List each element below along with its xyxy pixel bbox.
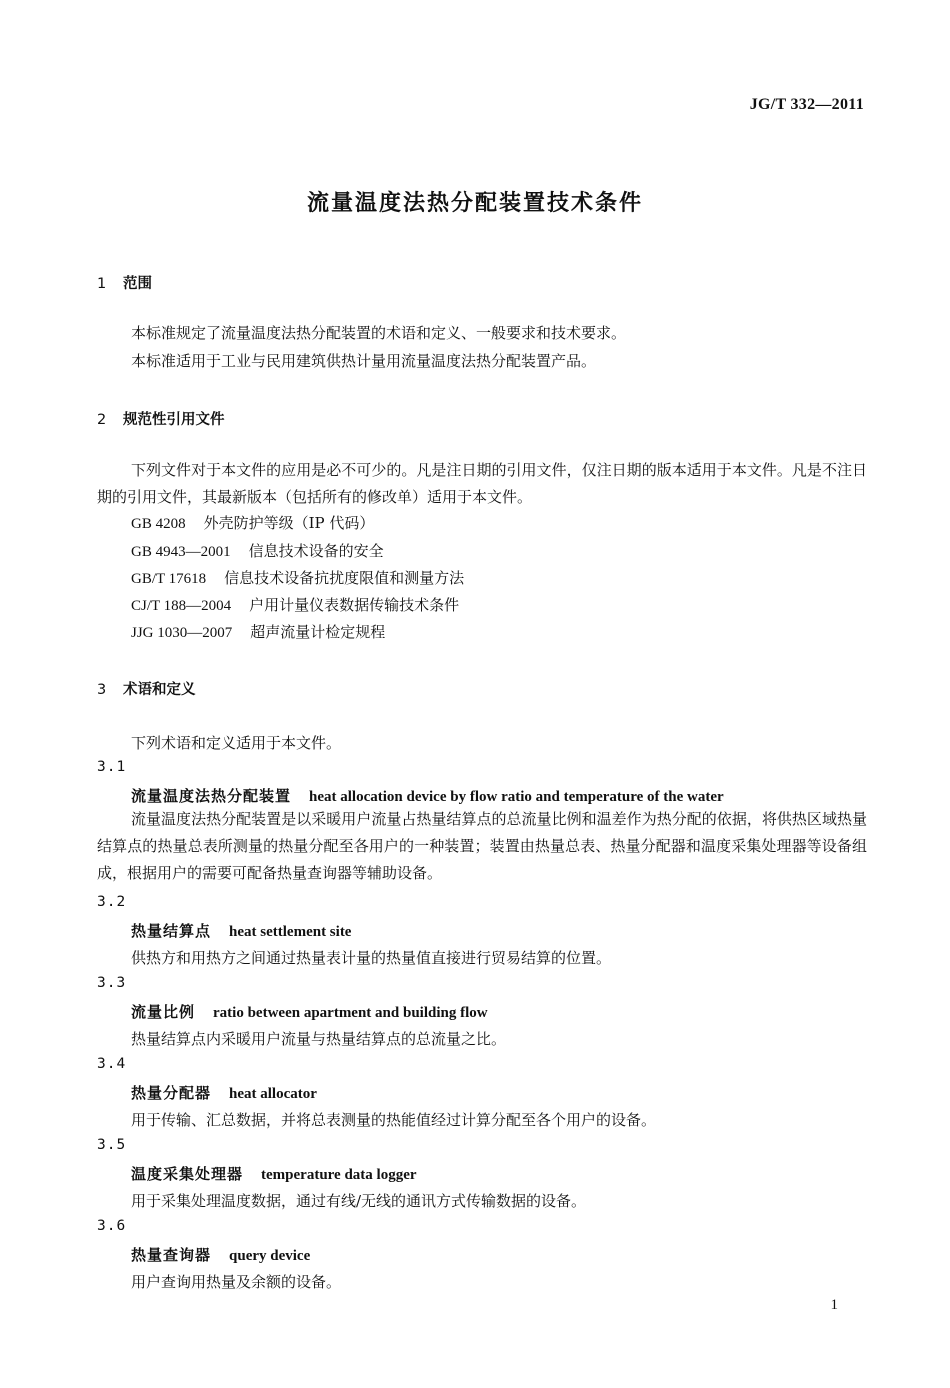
section-1-heading	[97, 272, 152, 293]
reference-code: CJ/T 188—2004	[131, 598, 232, 614]
term-definition: 用于采集处理温度数据，通过有线/无线的通讯方式传输数据的设备。	[131, 1192, 587, 1210]
subsection-number: 3.5	[97, 1137, 127, 1153]
subsection-number: 3.2	[97, 894, 127, 910]
subsection-number: 3.1	[97, 759, 127, 775]
reference-item	[131, 594, 459, 615]
reference-code: GB 4943—2001	[131, 544, 231, 560]
term-zh: 热量结算点	[131, 922, 212, 940]
term-heading	[131, 920, 351, 941]
reference-title: 超声流量计检定规程	[250, 623, 386, 641]
reference-item	[131, 512, 374, 533]
reference-title: 信息技术设备的安全	[248, 542, 384, 560]
term-definition: 热量结算点内采暖用户流量与热量结算点的总流量之比。	[131, 1030, 507, 1048]
term-heading	[131, 1163, 417, 1184]
reference-item	[131, 621, 385, 642]
paragraph: 下列术语和定义适用于本文件。	[131, 734, 342, 752]
reference-title: 信息技术设备抗扰度限值和测量方法	[224, 569, 465, 587]
reference-code: GB 4208	[131, 516, 186, 532]
standard-code: JG/T 332—2011	[749, 96, 864, 113]
term-definition: 供热方和用热方之间通过热量表计量的热量值直接进行贸易结算的位置。	[131, 949, 612, 967]
subsection-number: 3.4	[97, 1056, 127, 1072]
section-title: 规范性引用文件	[123, 412, 225, 428]
reference-item	[131, 567, 464, 588]
page-number: 1	[830, 1297, 838, 1313]
document-title: 流量温度法热分配装置技术条件	[306, 191, 643, 216]
reference-title: 户用计量仪表数据传输技术条件	[249, 596, 460, 614]
term-zh: 流量比例	[131, 1003, 196, 1021]
reference-item	[131, 540, 384, 561]
section-number: 2	[97, 412, 107, 428]
section-title: 术语和定义	[123, 682, 196, 698]
term-heading	[131, 1244, 310, 1265]
section-3-heading	[97, 678, 196, 699]
reference-code: GB/T 17618	[131, 571, 207, 587]
section-number: 1	[97, 276, 107, 292]
term-zh: 热量查询器	[131, 1246, 212, 1264]
term-en: heat allocation device by flow ratio and temperature of the water	[309, 789, 724, 805]
term-definition: 用户查询用热量及余额的设备。	[131, 1273, 342, 1291]
paragraph: 下列文件对于本文件的应用是必不可少的。凡是注日期的引用文件，仅注日期的版本适用于本文件。凡是不注日期的引用文件，其最新版本（包括所有的修改单）适用于本文件。	[97, 461, 867, 506]
term-en: query device	[229, 1248, 311, 1264]
term-zh: 热量分配器	[131, 1084, 212, 1102]
term-heading	[131, 785, 724, 806]
term-heading	[131, 1082, 317, 1103]
term-en: temperature data logger	[261, 1167, 417, 1183]
term-definition: 用于传输、汇总数据，并将总表测量的热能值经过计算分配至各个用户的设备。	[131, 1111, 657, 1129]
reference-code: JJG 1030—2007	[131, 625, 233, 641]
term-en: heat settlement site	[229, 924, 352, 940]
paragraph: 本标准规定了流量温度法热分配装置的术语和定义、一般要求和技术要求。	[131, 324, 627, 342]
paragraph: 本标准适用于工业与民用建筑供热计量用流量温度法热分配装置产品。	[131, 352, 597, 370]
reference-title: 外壳防护等级（IP 代码）	[203, 514, 375, 532]
term-en: ratio between apartment and building flow	[213, 1005, 488, 1021]
term-zh: 流量温度法热分配装置	[131, 787, 292, 805]
term-definition: 流量温度法热分配装置是以采暖用户流量占热量结算点的总流量比例和温差作为热分配的依据，将供热区域热量结算点的热量总表所测量的热量分配至各用户的一种装置；装置由热量总表、热量分配器和温度采集处理器等设备组成，根据用户的需要可配备热量查询器等辅助设备。	[97, 810, 867, 882]
term-zh: 温度采集处理器	[131, 1165, 244, 1183]
section-2-heading	[97, 408, 225, 429]
subsection-number: 3.6	[97, 1218, 127, 1234]
section-title: 范围	[123, 276, 152, 292]
section-number: 3	[97, 682, 107, 698]
term-en: heat allocator	[229, 1086, 317, 1102]
subsection-number: 3.3	[97, 975, 127, 991]
term-heading	[131, 1001, 488, 1022]
